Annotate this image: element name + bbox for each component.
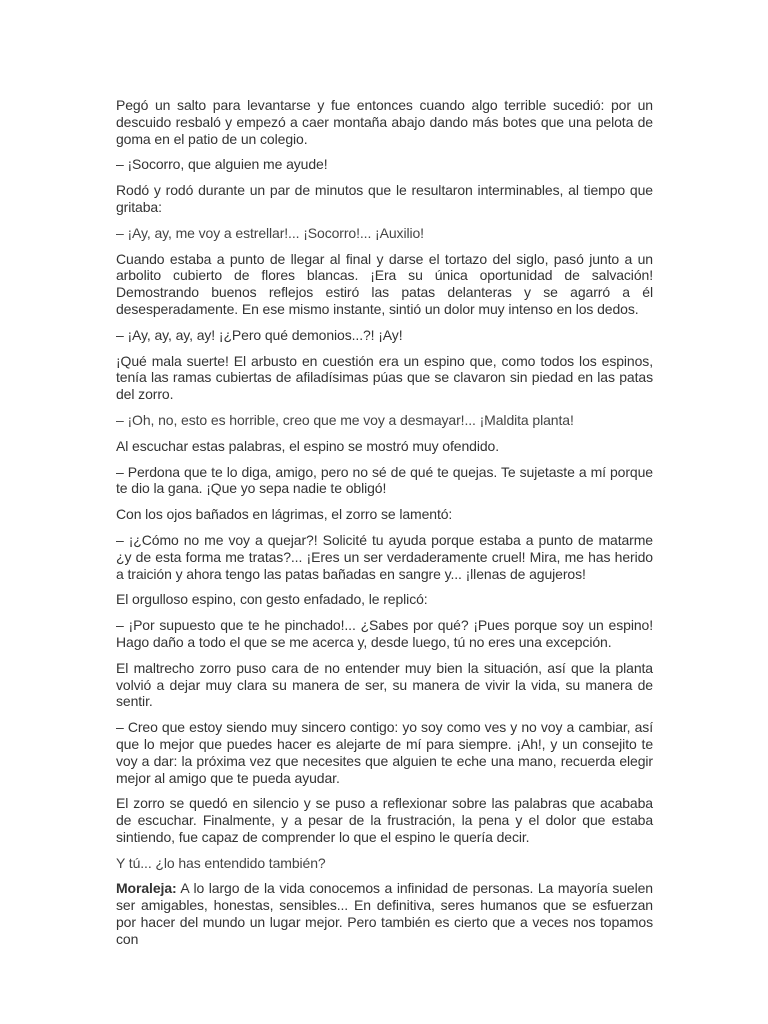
paragraph: El orgulloso espino, con gesto enfadado, le replicó: [116, 591, 428, 608]
paragraph: – ¡Socorro, que alguien me ayude! [116, 156, 328, 173]
paragraph: – ¡Ay, ay, me voy a estrellar!... ¡Socorro!... ¡Auxilio! [116, 224, 424, 241]
paragraph: Y tú... ¿lo has entendido también? [116, 854, 326, 871]
paragraph: – ¡Por supuesto que te he pinchado!... ¿Sabes por qué? ¡Pues porque soy un espino! Hago daño a todo el que se me acerca y, desde luego, tú no eres una excepción. [116, 617, 653, 650]
moraleja-paragraph [116, 880, 653, 947]
paragraph: Al escuchar estas palabras, el espino se mostró muy ofendido. [116, 437, 499, 454]
document-page [116, 97, 653, 957]
paragraph: Con los ojos bañados en lágrimas, el zorro se lamentó: [116, 506, 453, 523]
moraleja-text: A lo largo de la vida conocemos a infinidad de personas. La mayoría suelen ser amigables, honestas, sensibles... En definitiva, seres humanos que se esfuerzan por hacer del mundo un lugar mejor. Pero también es cierto que a veces nos topamos con [116, 880, 653, 947]
paragraph: El maltrecho zorro puso cara de no entender muy bien la situación, así que la planta volvió a dejar muy clara su manera de ser, su manera de vivir la vida, su manera de sentir. [116, 659, 653, 710]
paragraph: Cuando estaba a punto de llegar al final y darse el tortazo del siglo, pasó junto a un arbolito cubierto de flores blancas. ¡Era su única oportunidad de salvación! Demostrando buenos reflejos estiró las patas delanteras y se agarró a él desesperadamente. En ese mismo instante, sintió un dolor muy intenso en los dedos. [116, 250, 653, 317]
paragraph: – Perdona que te lo diga, amigo, pero no sé de qué te quejas. Te sujetaste a mí porque te dio la gana. ¡Que yo sepa nadie te obligó! [116, 463, 653, 497]
paragraph: ¡Qué mala suerte! El arbusto en cuestión era un espino que, como todos los espinos, tenía las ramas cubiertas de afiladísimas púas que se clavaron sin piedad en las patas del zorro. [116, 352, 653, 403]
paragraph: – ¡Oh, no, esto es horrible, creo que me voy a desmayar!... ¡Maldita planta! [116, 411, 574, 428]
paragraph: Pegó un salto para levantarse y fue entonces cuando algo terrible sucedió: por un descuido resbaló y empezó a caer montaña abajo dando más botes que una pelota de goma en el patio de un colegio. [116, 97, 653, 147]
paragraph: – ¡Ay, ay, ay, ay! ¡¿Pero qué demonios...?! ¡Ay! [116, 326, 403, 343]
paragraph: El zorro se quedó en silencio y se puso a reflexionar sobre las palabras que acababa de escuchar. Finalmente, y a pesar de la frustración, la pena y el dolor que estaba sintiendo, fue capaz de comprender lo que el espino le quería decir. [116, 795, 653, 845]
paragraph: – Creo que estoy siendo muy sincero contigo: yo soy como ves y no voy a cambiar, así que lo mejor que puedes hacer es alejarte de mí para siempre. ¡Ah!, y un consejito te voy a dar: la próxima vez que necesites que alguien te eche una mano, recuerda elegir mejor al amigo que te pueda ayudar. [116, 719, 653, 786]
paragraph: – ¡¿Cómo no me voy a quejar?! Solicité tu ayuda porque estaba a punto de matarme ¿y de esta forma me tratas?... ¡Eres un ser verdaderamente cruel! Mira, me has herido a traición y ahora tengo las patas bañadas en sangre y... ¡llenas de agujeros! [116, 531, 653, 582]
moraleja-label: Moraleja: [116, 880, 177, 897]
paragraph: Rodó y rodó durante un par de minutos que le resultaron interminables, al tiempo que gritaba: [116, 182, 653, 215]
